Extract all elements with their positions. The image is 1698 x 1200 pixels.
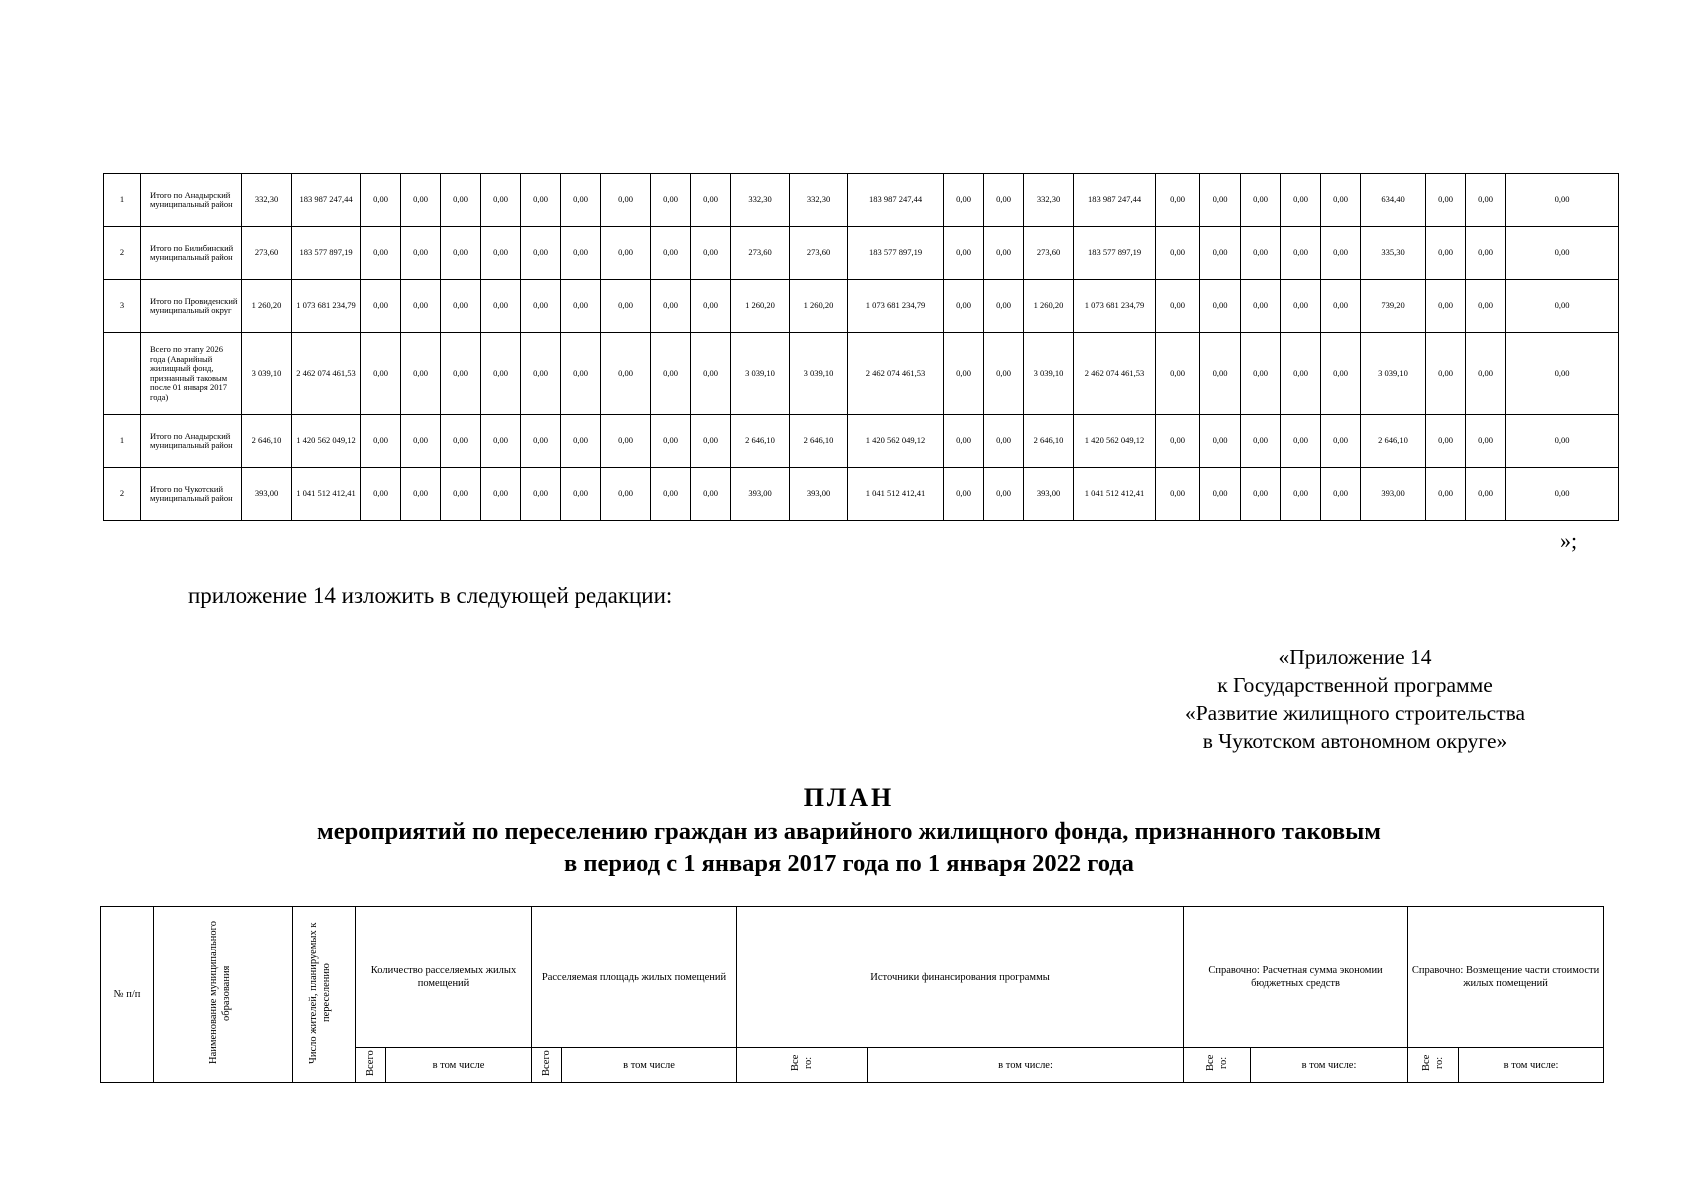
table-row <box>104 333 1619 415</box>
value-cell: 2 646,10 <box>731 415 790 468</box>
savings-incl-header: в том числе: <box>1251 1048 1408 1083</box>
value-cell: 0,00 <box>601 333 651 415</box>
value-cell: 0,00 <box>401 174 441 227</box>
value-cell: 0,00 <box>1281 280 1321 333</box>
value-cell: 0,00 <box>521 468 561 521</box>
table-row <box>104 280 1619 333</box>
value-cell: 0,00 <box>1241 468 1281 521</box>
value-cell: 0,00 <box>441 174 481 227</box>
table-row <box>104 174 1619 227</box>
value-cell: 0,00 <box>401 227 441 280</box>
value-cell: 0,00 <box>1281 227 1321 280</box>
value-cell: 0,00 <box>361 415 401 468</box>
value-cell: 0,00 <box>1466 280 1506 333</box>
value-cell: 2 646,10 <box>1361 415 1426 468</box>
table-row <box>104 227 1619 280</box>
value-cell: 0,00 <box>481 468 521 521</box>
value-cell: 3 039,10 <box>1361 333 1426 415</box>
value-cell: 393,00 <box>731 468 790 521</box>
value-cell: 0,00 <box>1506 333 1619 415</box>
value-cell: 1 260,20 <box>242 280 292 333</box>
value-cell: 0,00 <box>651 415 691 468</box>
sources-incl-header: в том числе: <box>868 1048 1184 1083</box>
value-cell: 183 987 247,44 <box>1074 174 1156 227</box>
value-cell: 0,00 <box>1200 227 1241 280</box>
municipality-name-cell: Всего по этапу 2026 года (Аварийный жилищный фонд, признанный таковым после 01 января 2017 года) <box>141 333 242 415</box>
value-cell: 1 260,20 <box>1024 280 1074 333</box>
value-cell: 2 462 074 461,53 <box>292 333 361 415</box>
value-cell: 0,00 <box>944 415 984 468</box>
col-area-header: Расселяемая площадь жилых помещений <box>532 907 737 1048</box>
value-cell: 0,00 <box>1506 280 1619 333</box>
value-cell: 3 039,10 <box>242 333 292 415</box>
value-cell: 0,00 <box>1156 280 1200 333</box>
value-cell: 0,00 <box>1281 174 1321 227</box>
value-cell: 2 646,10 <box>1024 415 1074 468</box>
value-cell: 3 039,10 <box>790 333 848 415</box>
plan-header-table <box>100 906 1604 1083</box>
compensation-total-text: Все го: <box>1421 1054 1446 1072</box>
value-cell: 0,00 <box>1466 415 1506 468</box>
sources-total-text: Все го: <box>790 1054 815 1072</box>
col-residents-text: Число жителей, планируемых к переселению <box>308 921 332 1064</box>
value-cell: 183 577 897,19 <box>292 227 361 280</box>
qty-total-header <box>356 1048 386 1083</box>
value-cell: 739,20 <box>1361 280 1426 333</box>
value-cell: 0,00 <box>561 415 601 468</box>
value-cell: 0,00 <box>481 333 521 415</box>
value-cell: 183 577 897,19 <box>848 227 944 280</box>
qty-incl-header: в том числе <box>386 1048 532 1083</box>
value-cell: 0,00 <box>1321 333 1361 415</box>
value-cell: 0,00 <box>1156 333 1200 415</box>
value-cell: 0,00 <box>1426 174 1466 227</box>
value-cell: 0,00 <box>361 333 401 415</box>
value-cell: 0,00 <box>1156 415 1200 468</box>
value-cell: 0,00 <box>1156 174 1200 227</box>
value-cell: 0,00 <box>691 227 731 280</box>
col-number-header: № п/п <box>101 907 154 1083</box>
value-cell: 0,00 <box>401 333 441 415</box>
plan-subtitle-1: мероприятий по переселению граждан из аварийного жилищного фонда, признанного таковым <box>317 818 1381 845</box>
value-cell: 2 462 074 461,53 <box>848 333 944 415</box>
value-cell: 393,00 <box>1361 468 1426 521</box>
value-cell: 0,00 <box>441 333 481 415</box>
value-cell: 0,00 <box>441 468 481 521</box>
value-cell: 0,00 <box>651 468 691 521</box>
value-cell: 0,00 <box>521 415 561 468</box>
value-cell: 0,00 <box>561 468 601 521</box>
value-cell: 0,00 <box>1321 280 1361 333</box>
value-cell: 0,00 <box>521 227 561 280</box>
value-cell: 1 420 562 049,12 <box>848 415 944 468</box>
value-cell: 2 646,10 <box>242 415 292 468</box>
value-cell: 0,00 <box>1321 227 1361 280</box>
area-incl-header: в том числе <box>562 1048 737 1083</box>
value-cell: 0,00 <box>984 174 1024 227</box>
value-cell: 0,00 <box>561 280 601 333</box>
value-cell: 1 073 681 234,79 <box>1074 280 1156 333</box>
appendix-line-2: к Государственной программе <box>1217 673 1493 697</box>
value-cell: 0,00 <box>984 468 1024 521</box>
value-cell: 0,00 <box>944 333 984 415</box>
value-cell: 332,30 <box>1024 174 1074 227</box>
value-cell: 0,00 <box>481 415 521 468</box>
value-cell: 0,00 <box>561 227 601 280</box>
value-cell: 393,00 <box>242 468 292 521</box>
value-cell: 3 039,10 <box>731 333 790 415</box>
value-cell: 273,60 <box>1024 227 1074 280</box>
value-cell: 1 041 512 412,41 <box>1074 468 1156 521</box>
value-cell: 0,00 <box>691 333 731 415</box>
value-cell: 0,00 <box>601 468 651 521</box>
value-cell: 0,00 <box>521 174 561 227</box>
value-cell: 0,00 <box>691 468 731 521</box>
value-cell: 332,30 <box>731 174 790 227</box>
value-cell: 0,00 <box>481 174 521 227</box>
row-number-cell: 2 <box>104 468 141 521</box>
value-cell: 0,00 <box>1426 333 1466 415</box>
value-cell: 0,00 <box>1466 468 1506 521</box>
value-cell: 273,60 <box>242 227 292 280</box>
col-sources-header: Источники финансирования программы <box>737 907 1184 1048</box>
value-cell: 0,00 <box>361 174 401 227</box>
municipality-name-cell: Итого по Анадырский муниципальный район <box>141 415 242 468</box>
value-cell: 393,00 <box>790 468 848 521</box>
value-cell: 393,00 <box>1024 468 1074 521</box>
value-cell: 0,00 <box>1506 415 1619 468</box>
value-cell: 0,00 <box>1506 227 1619 280</box>
value-cell: 335,30 <box>1361 227 1426 280</box>
value-cell: 0,00 <box>944 174 984 227</box>
value-cell: 0,00 <box>1156 468 1200 521</box>
value-cell: 0,00 <box>1200 174 1241 227</box>
value-cell: 2 646,10 <box>790 415 848 468</box>
col-name-header <box>154 907 293 1083</box>
value-cell: 332,30 <box>242 174 292 227</box>
value-cell: 332,30 <box>790 174 848 227</box>
value-cell: 0,00 <box>1506 174 1619 227</box>
area-total-text: Всего <box>541 1050 553 1076</box>
value-cell: 0,00 <box>651 174 691 227</box>
value-cell: 0,00 <box>601 174 651 227</box>
value-cell: 0,00 <box>1241 174 1281 227</box>
value-cell: 0,00 <box>1426 280 1466 333</box>
value-cell: 0,00 <box>1156 227 1200 280</box>
value-cell: 0,00 <box>651 280 691 333</box>
value-cell: 183 987 247,44 <box>292 174 361 227</box>
col-quantity-header: Количество расселяемых жилых помещений <box>356 907 532 1048</box>
value-cell: 0,00 <box>361 468 401 521</box>
value-cell: 0,00 <box>691 280 731 333</box>
value-cell: 0,00 <box>361 280 401 333</box>
col-residents-header <box>293 907 356 1083</box>
sources-total-header <box>737 1048 868 1083</box>
value-cell: 634,40 <box>1361 174 1426 227</box>
value-cell: 0,00 <box>1241 415 1281 468</box>
value-cell: 0,00 <box>1200 415 1241 468</box>
savings-total-text: Все го: <box>1205 1054 1230 1072</box>
value-cell: 0,00 <box>481 280 521 333</box>
municipality-name-cell: Итого по Анадырский муниципальный район <box>141 174 242 227</box>
value-cell: 0,00 <box>1281 415 1321 468</box>
value-cell: 1 420 562 049,12 <box>1074 415 1156 468</box>
value-cell: 0,00 <box>1281 468 1321 521</box>
value-cell: 0,00 <box>1466 227 1506 280</box>
value-cell: 1 041 512 412,41 <box>848 468 944 521</box>
col-name-text: Наименование муниципального образования <box>208 921 232 1064</box>
value-cell: 0,00 <box>401 468 441 521</box>
value-cell: 0,00 <box>1241 227 1281 280</box>
row-number-cell: 1 <box>104 415 141 468</box>
col-compensation-header: Справочно: Возмещение части стоимости жилых помещений <box>1408 907 1604 1048</box>
value-cell: 0,00 <box>601 280 651 333</box>
value-cell: 0,00 <box>441 227 481 280</box>
value-cell: 0,00 <box>481 227 521 280</box>
appendix-line-3: «Развитие жилищного строительства <box>1184 701 1526 725</box>
area-total-header <box>532 1048 562 1083</box>
value-cell: 0,00 <box>984 415 1024 468</box>
value-cell: 0,00 <box>651 333 691 415</box>
value-cell: 0,00 <box>561 333 601 415</box>
compensation-total-header <box>1408 1048 1459 1083</box>
value-cell: 0,00 <box>1466 333 1506 415</box>
value-cell: 0,00 <box>1426 468 1466 521</box>
table-row <box>104 415 1619 468</box>
value-cell: 0,00 <box>1506 468 1619 521</box>
municipality-name-cell: Итого по Билибинский муниципальный район <box>141 227 242 280</box>
value-cell: 0,00 <box>944 227 984 280</box>
value-cell: 0,00 <box>1281 333 1321 415</box>
value-cell: 0,00 <box>1321 415 1361 468</box>
value-cell: 0,00 <box>691 415 731 468</box>
value-cell: 0,00 <box>1200 333 1241 415</box>
value-cell: 0,00 <box>651 227 691 280</box>
value-cell: 0,00 <box>441 280 481 333</box>
value-cell: 0,00 <box>1426 227 1466 280</box>
value-cell: 0,00 <box>1426 415 1466 468</box>
value-cell: 0,00 <box>1200 280 1241 333</box>
value-cell: 0,00 <box>1200 468 1241 521</box>
municipality-name-cell: Итого по Чукотский муниципальный район <box>141 468 242 521</box>
value-cell: 1 073 681 234,79 <box>292 280 361 333</box>
qty-total-text: Всего <box>365 1050 376 1076</box>
plan-title: ПЛАН <box>803 783 895 812</box>
value-cell: 0,00 <box>1321 468 1361 521</box>
value-cell: 0,00 <box>944 468 984 521</box>
value-cell: 1 260,20 <box>790 280 848 333</box>
closing-quote: »; <box>1560 528 1578 553</box>
value-cell: 0,00 <box>984 227 1024 280</box>
value-cell: 2 462 074 461,53 <box>1074 333 1156 415</box>
savings-total-header <box>1184 1048 1251 1083</box>
appendix-line-4: в Чукотском автономном округе» <box>1202 729 1508 753</box>
value-cell: 1 073 681 234,79 <box>848 280 944 333</box>
value-cell: 0,00 <box>561 174 601 227</box>
value-cell: 0,00 <box>401 415 441 468</box>
appendix-line-1: «Приложение 14 <box>1278 645 1432 669</box>
value-cell: 0,00 <box>984 280 1024 333</box>
value-cell: 183 577 897,19 <box>1074 227 1156 280</box>
data-table <box>103 173 1619 521</box>
instruction-text: приложение 14 изложить в следующей редакции: <box>188 583 673 608</box>
table-row <box>104 468 1619 521</box>
value-cell: 1 041 512 412,41 <box>292 468 361 521</box>
value-cell: 0,00 <box>1466 174 1506 227</box>
value-cell: 0,00 <box>441 415 481 468</box>
value-cell: 0,00 <box>1321 174 1361 227</box>
value-cell: 0,00 <box>1241 333 1281 415</box>
value-cell: 0,00 <box>521 280 561 333</box>
value-cell: 183 987 247,44 <box>848 174 944 227</box>
appendix-note <box>1170 643 1540 755</box>
value-cell: 0,00 <box>601 227 651 280</box>
row-number-cell: 3 <box>104 280 141 333</box>
municipality-name-cell: Итого по Провиденский муниципальный округ <box>141 280 242 333</box>
row-number-cell <box>104 333 141 415</box>
value-cell: 0,00 <box>361 227 401 280</box>
value-cell: 0,00 <box>984 333 1024 415</box>
compensation-incl-header: в том числе: <box>1459 1048 1604 1083</box>
value-cell: 0,00 <box>401 280 441 333</box>
value-cell: 273,60 <box>790 227 848 280</box>
value-cell: 0,00 <box>944 280 984 333</box>
col-savings-header: Справочно: Расчетная сумма экономии бюджетных средств <box>1184 907 1408 1048</box>
value-cell: 0,00 <box>1241 280 1281 333</box>
value-cell: 3 039,10 <box>1024 333 1074 415</box>
value-cell: 273,60 <box>731 227 790 280</box>
row-number-cell: 1 <box>104 174 141 227</box>
plan-subtitle-2: в период с 1 января 2017 года по 1 января 2022 года <box>564 850 1134 877</box>
value-cell: 0,00 <box>691 174 731 227</box>
value-cell: 1 420 562 049,12 <box>292 415 361 468</box>
row-number-cell: 2 <box>104 227 141 280</box>
value-cell: 0,00 <box>521 333 561 415</box>
value-cell: 0,00 <box>601 415 651 468</box>
value-cell: 1 260,20 <box>731 280 790 333</box>
